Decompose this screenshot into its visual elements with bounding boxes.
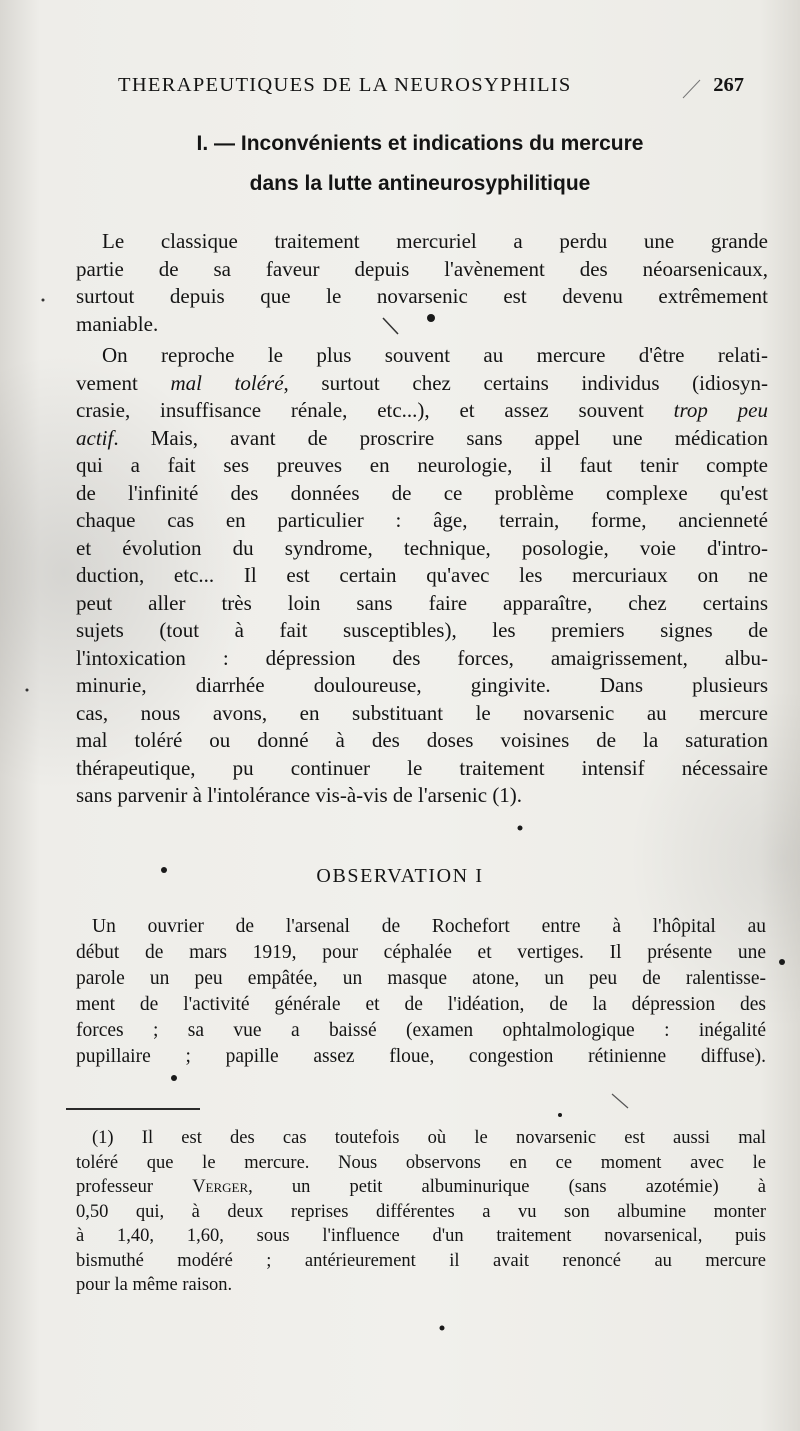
paragraph-line [76,425,768,453]
paragraph-line [76,370,768,398]
footnote-line [76,1175,766,1200]
paragraph-line: chaque cas en particulier : âge, terrain, forme, ancienneté [76,508,768,532]
section-title-line-2: dans la lutte antineurosyphilitique [249,172,591,195]
footnote-separator [66,1108,200,1110]
observation-line: forces ; sa vue a baissé (examen ophtalmologique : inégalité [76,1020,766,1041]
observation-line: parole un peu empâtée, un masque atone, un peu de ralentisse- [76,968,766,989]
text-run: . Mais, avant de proscrire sans appel une médication [113,425,768,450]
footnote-line: 0,50 qui, à deux reprises différentes a vu son albumine monter [76,1201,766,1222]
paragraph-line: cas, nous avons, en substituant le novarsenic au mercure [76,700,768,725]
emphasis-text: actif [76,425,114,450]
paragraph-2 [76,342,768,810]
footnote-line: bismuthé modéré ; antérieurement il avait renoncé au mercure [76,1250,766,1271]
observation-text [76,914,766,1070]
paragraph-line [76,397,768,425]
paragraph-line: maniable. [76,311,159,336]
paragraph-line: surtout depuis que le novarsenic est devenu extrêmement [76,284,768,308]
observation-line: début de mars 1919, pour céphalée et vertiges. Il présente une [76,942,766,963]
paragraph-1 [76,228,768,338]
paragraph-line: et évolution du syndrome, technique, posologie, voie d'intro- [76,535,768,560]
footnote [76,1126,766,1298]
running-title: THERAPEUTIQUES DE LA NEUROSYPHILIS [118,74,572,96]
section-title-line-1: I. — Inconvénients et indications du mercure [196,132,644,155]
emphasis-text: mal toléré [170,370,284,395]
observation-heading: OBSERVATION I [316,865,484,887]
paragraph-line: qui a fait ses preuves en neurologie, il faut tenir compte [76,453,768,477]
text-run: vement [76,370,171,395]
paragraph-line: partie de sa faveur depuis l'avènement des néoarsenicaux, [76,256,768,281]
paragraph-line: l'intoxication : dépression des forces, amaigrissement, albu- [76,645,768,670]
observation-line: ment de l'activité générale et de l'idéation, de la dépression des [76,994,766,1015]
footnote-line: pour la même raison. [76,1275,233,1295]
paragraph-line: peut aller très loin sans faire apparaître, chez certains [76,590,768,615]
text-run: professeur [76,1177,193,1197]
paragraph-line: Le classique traitement mercuriel a perdu une grande [102,229,768,253]
footnote-line: toléré que le mercure. Nous observons en ce moment avec le [76,1152,766,1173]
footnote-line: à 1,40, 1,60, sous l'influence d'un traitement novarsenical, puis [76,1226,766,1246]
paragraph-line: sans parvenir à l'intolérance vis-à-vis de l'arsenic (1). [76,783,523,807]
author-name: Verger [192,1177,249,1197]
paragraph-line: minurie, diarrhée douloureuse, gingivite. Dans plusieurs [76,673,768,697]
paragraph-line: On reproche le plus souvent au mercure d'être relati- [102,343,768,367]
text-run: , surtout chez certains individus (idiosyn- [283,370,768,395]
paragraph-line: de l'infinité des données de ce problème complexe qu'est [76,480,768,505]
running-header [118,74,744,106]
observation-line: Un ouvrier de l'arsenal de Rochefort entre à l'hôpital au [92,916,766,937]
paragraph-line: sujets (tout à fait susceptibles), les premiers signes de [76,618,768,642]
page-number: 267 [713,74,744,96]
text-run: crasie, insuffisance rénale, etc...), et assez souvent [76,398,674,422]
footnote-line: (1) Il est des cas toutefois où le novarsenic est aussi mal [92,1128,766,1148]
emphasis-text: trop peu [673,398,768,422]
observation-line: pupillaire ; papille assez floue, congestion rétinienne diffuse). [76,1046,766,1067]
paragraph-line: thérapeutique, pu continuer le traitement intensif nécessaire [76,755,768,780]
paragraph-line: duction, etc... Il est certain qu'avec les mercuriaux on ne [76,563,768,587]
paragraph-line: mal toléré ou donné à des doses voisines de la saturation [76,728,768,752]
text-run: , un petit albuminurique (sans azotémie) à [248,1177,766,1197]
